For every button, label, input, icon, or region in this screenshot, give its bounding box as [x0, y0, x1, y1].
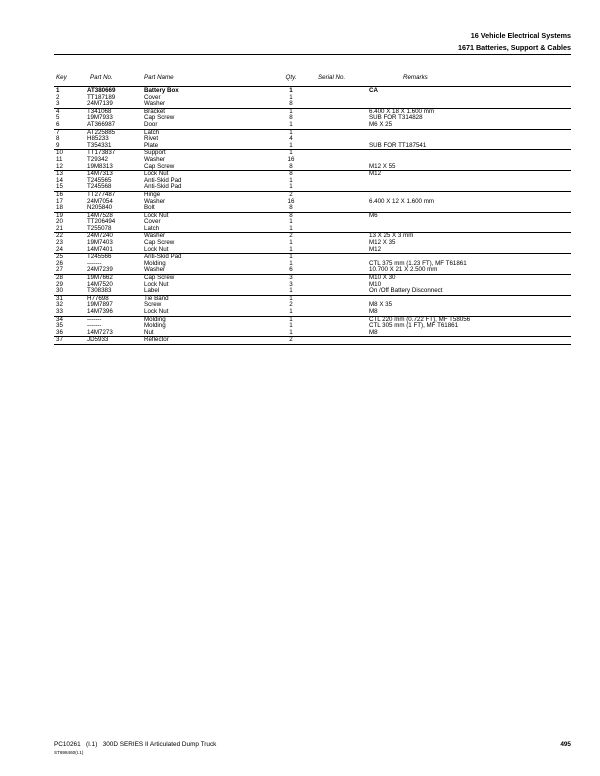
cell-remarks: M12 X 35	[369, 239, 396, 247]
cell-remarks: On /Off Battery Disconnect	[369, 287, 443, 295]
cell-key: 3	[56, 100, 60, 108]
cell-remarks: M8	[369, 308, 378, 315]
cell-qty: 1	[289, 218, 293, 226]
table-row-group	[54, 109, 571, 130]
column-header-key: Key	[56, 74, 67, 81]
cell-key: 32	[56, 301, 63, 309]
cell-part-name: Anti-Skid Pad	[144, 176, 182, 184]
cell-part-name: Molding	[144, 315, 166, 323]
cell-qty: 16	[287, 155, 295, 163]
table-row	[54, 317, 571, 324]
cell-qty: 1	[289, 149, 293, 157]
cell-part-no: 24M7139	[87, 100, 113, 108]
cell-part-no: 14M7313	[87, 170, 113, 178]
table-row	[54, 164, 571, 171]
cell-qty: 8	[289, 162, 293, 170]
cell-part-name: Bolt	[144, 204, 155, 212]
cell-part-no: TT187189	[87, 93, 116, 101]
cell-key: 36	[56, 328, 63, 336]
cell-remarks: SUB FOR TT187541	[369, 141, 427, 149]
cell-part-name: Cap Screw	[144, 162, 175, 170]
cell-remarks: 13 X 25 X 3 mm	[369, 232, 414, 240]
cell-key: 2	[56, 93, 60, 101]
cell-part-name: Hinge	[144, 190, 161, 198]
cell-qty: 3	[289, 280, 293, 288]
cell-part-name: Anti-Skid Pad	[144, 183, 182, 191]
cell-key: 19	[56, 211, 63, 219]
cell-key: 22	[56, 232, 63, 240]
table-row	[54, 219, 571, 226]
cell-key: 23	[56, 239, 63, 247]
cell-key: 8	[56, 135, 60, 143]
cell-key: 25	[56, 253, 63, 261]
cell-part-no: T255078	[87, 224, 112, 232]
cell-part-no: T245566	[87, 253, 112, 261]
cell-part-name: Cap Screw	[144, 114, 175, 122]
cell-part-no: -------	[87, 322, 102, 330]
cell-key: 18	[56, 204, 63, 212]
cell-part-no: 14M7401	[87, 245, 113, 253]
cell-remarks: M12	[369, 245, 382, 253]
cell-key: 34	[56, 315, 63, 323]
cell-part-name: Lock Nut	[144, 245, 169, 253]
table-row	[54, 302, 571, 309]
table-row	[54, 282, 571, 289]
table-row	[54, 226, 571, 233]
cell-part-no: H77698	[87, 294, 109, 302]
cell-part-name: Nut	[144, 328, 154, 336]
group-title: 1671 Batteries, Support & Cables	[457, 43, 571, 52]
cell-qty: 1	[289, 328, 293, 336]
cell-key: 28	[56, 274, 63, 282]
cell-part-no: AT225885	[87, 128, 116, 136]
cell-qty: 2	[289, 336, 293, 344]
cell-part-no: 24M7240	[87, 232, 113, 240]
cell-remarks: M10 X 30	[369, 274, 396, 282]
table-row-group	[54, 130, 571, 151]
cell-part-name: Plate	[144, 141, 159, 149]
cell-part-name: Cover	[144, 218, 161, 226]
footer-line	[54, 741, 216, 749]
cell-qty: 1	[289, 315, 293, 323]
cell-part-no: 14M7520	[87, 280, 113, 288]
cell-part-name: Lock Nut	[144, 308, 169, 315]
page-number: 495	[560, 741, 571, 748]
cell-part-no: 19M8313	[87, 162, 113, 170]
cell-key: 5	[56, 114, 60, 122]
cell-qty: 2	[289, 301, 293, 309]
cell-qty: 1	[289, 253, 293, 261]
table-row	[54, 178, 571, 185]
cell-part-no: TT173837	[87, 149, 116, 157]
table-row	[54, 130, 571, 137]
table-row-group	[54, 317, 571, 338]
table-row-group	[54, 213, 571, 234]
cell-part-no: -------	[87, 259, 102, 267]
table-row	[54, 337, 571, 344]
table-row	[54, 213, 571, 220]
cell-qty: 1	[289, 176, 293, 184]
cell-remarks: M6	[369, 211, 378, 219]
cell-part-name: Cap Screw	[144, 239, 175, 247]
cell-part-name: Tie Band	[144, 294, 169, 302]
cell-part-name: Washer	[144, 197, 166, 205]
cell-part-name: Reflector	[144, 336, 169, 344]
cell-qty: 3	[289, 274, 293, 282]
cell-key: 12	[56, 162, 63, 170]
cell-key: 16	[56, 190, 63, 198]
table-row-group	[54, 150, 571, 171]
cell-qty: 1	[289, 120, 293, 128]
cell-part-name: Screw	[144, 301, 162, 309]
cell-part-name: Latch	[144, 224, 160, 232]
cell-remarks: 6.400 X 12 X 1.600 mm	[369, 197, 435, 205]
cell-part-no: -------	[87, 315, 102, 323]
table-row-group	[54, 254, 571, 275]
cell-qty: 4	[289, 135, 293, 143]
table-row	[54, 143, 571, 150]
cell-qty: 1	[289, 287, 293, 295]
cell-key: 7	[56, 128, 60, 136]
cell-qty: 1	[289, 322, 293, 330]
table-row	[54, 88, 571, 95]
cell-qty: 6	[289, 266, 293, 274]
table-row	[54, 288, 571, 295]
cell-qty: 1	[289, 239, 293, 247]
cell-qty: 1	[289, 294, 293, 302]
cell-remarks: M8 X 35	[369, 301, 393, 309]
cell-qty: 2	[289, 232, 293, 240]
column-header-remarks: Remarks	[403, 74, 428, 81]
cell-qty: 1	[289, 87, 293, 94]
table-row-group	[54, 233, 571, 254]
cell-part-name: Washer	[144, 100, 166, 108]
cell-part-name: Molding	[144, 322, 166, 330]
cell-remarks: 10.700 X 21 X 2.500 mm	[369, 266, 438, 274]
cell-qty: 1	[289, 224, 293, 232]
cell-part-name: Washer	[144, 155, 166, 163]
cell-key: 27	[56, 266, 63, 274]
section-title: 16 Vehicle Electrical Systems	[470, 31, 571, 40]
table-row	[54, 184, 571, 191]
cell-key: 24	[56, 245, 63, 253]
cell-part-no: T245568	[87, 183, 112, 191]
cell-key: 31	[56, 294, 63, 302]
cell-qty: 8	[289, 170, 293, 178]
cell-part-no: 19M7662	[87, 274, 113, 282]
cell-qty: 8	[289, 211, 293, 219]
table-row	[54, 323, 571, 330]
table-row	[54, 205, 571, 212]
table-row	[54, 309, 571, 316]
table-row-group	[54, 88, 571, 109]
cell-remarks: CA	[369, 87, 378, 94]
cell-key: 17	[56, 197, 63, 205]
table-row	[54, 254, 571, 261]
cell-part-name: Lock Nut	[144, 280, 169, 288]
footer-reference: ST698460(I.1)	[54, 750, 84, 755]
cell-part-no: T308383	[87, 287, 112, 295]
table-row-group	[54, 192, 571, 213]
cell-key: 4	[56, 107, 60, 115]
cell-part-no: T354331	[87, 141, 112, 149]
column-header-part-name: Part Name	[144, 74, 174, 81]
cell-remarks: 6.400 X 18 X 1.600 mm	[369, 107, 435, 115]
footer-doc-id: PC10261	[54, 741, 81, 748]
cell-qty: 1	[289, 259, 293, 267]
cell-qty: 8	[289, 204, 293, 212]
parts-table	[54, 88, 571, 345]
cell-part-no: 19M7933	[87, 114, 113, 122]
cell-part-no: TT206494	[87, 218, 116, 226]
column-header-divider	[54, 86, 571, 87]
cell-part-name: Label	[144, 287, 160, 295]
cell-part-no: T29342	[87, 155, 108, 163]
cell-part-no: N205840	[87, 204, 113, 212]
table-row	[54, 95, 571, 102]
table-row	[54, 171, 571, 178]
cell-part-name: Lock Nut	[144, 211, 169, 219]
cell-key: 15	[56, 183, 63, 191]
column-header-serial-no: Serial No.	[318, 74, 346, 81]
table-row	[54, 247, 571, 254]
table-row-group	[54, 296, 571, 317]
cell-part-no: T341068	[87, 107, 112, 115]
cell-part-no: JD5933	[87, 336, 109, 344]
cell-key: 33	[56, 308, 63, 315]
cell-key: 21	[56, 224, 63, 232]
cell-remarks: CTL 375 mm (1.23 FT), MF T61861	[369, 259, 467, 267]
cell-key: 9	[56, 141, 60, 149]
cell-key: 1	[56, 87, 60, 94]
table-row-group	[54, 171, 571, 192]
cell-qty: 1	[289, 93, 293, 101]
cell-remarks: SUB FOR T314828	[369, 114, 423, 122]
footer-title: 300D SERIES II Articulated Dump Truck	[102, 741, 217, 748]
cell-remarks: CTL 220 mm (0.722 FT), MF T58056	[369, 315, 471, 323]
table-row	[54, 109, 571, 116]
cell-qty: 1	[289, 107, 293, 115]
table-row	[54, 199, 571, 206]
cell-part-name: Cover	[144, 93, 161, 101]
cell-part-no: 14M7528	[87, 211, 113, 219]
cell-part-name: Bracket	[144, 107, 165, 115]
table-row	[54, 136, 571, 143]
cell-key: 6	[56, 120, 60, 128]
table-row	[54, 275, 571, 282]
cell-part-name: Support	[144, 149, 166, 157]
cell-part-no: 19M7403	[87, 239, 113, 247]
table-row	[54, 122, 571, 129]
table-row	[54, 330, 571, 337]
cell-key: 13	[56, 170, 63, 178]
cell-part-no: 19M7897	[87, 301, 113, 309]
cell-part-name: Washer	[144, 232, 166, 240]
cell-key: 35	[56, 322, 63, 330]
cell-part-name: Battery Box	[144, 87, 179, 94]
table-row	[54, 157, 571, 164]
cell-part-no: H85233	[87, 135, 109, 143]
cell-qty: 2	[289, 190, 293, 198]
cell-part-no: TT277487	[87, 190, 116, 198]
table-row	[54, 233, 571, 240]
cell-part-name: Molding	[144, 259, 166, 267]
cell-part-no: 14M7273	[87, 328, 113, 336]
cell-key: 14	[56, 176, 63, 184]
cell-part-no: AT380669	[87, 87, 116, 94]
cell-qty: 16	[287, 197, 295, 205]
cell-part-name: Rivet	[144, 135, 159, 143]
table-row	[54, 296, 571, 303]
cell-qty: 1	[289, 245, 293, 253]
cell-key: 29	[56, 280, 63, 288]
table-row	[54, 115, 571, 122]
cell-part-name: Lock Nut	[144, 170, 169, 178]
cell-part-name: Washer	[144, 266, 166, 274]
cell-remarks: CTL 305 mm (1 FT), MF T61861	[369, 322, 459, 330]
cell-remarks: M12 X 55	[369, 162, 396, 170]
cell-qty: 8	[289, 100, 293, 108]
table-row	[54, 192, 571, 199]
cell-part-name: Cap Screw	[144, 274, 175, 282]
cell-remarks: M12	[369, 170, 382, 178]
cell-part-no: 24M7239	[87, 266, 113, 274]
cell-part-no: 14M7396	[87, 308, 113, 315]
table-row-group	[54, 275, 571, 296]
footer-revision: (I.1)	[85, 741, 98, 748]
cell-part-no: T245565	[87, 176, 112, 184]
cell-qty: 1	[289, 183, 293, 191]
header-divider	[54, 54, 571, 55]
cell-part-no: 24M7054	[87, 197, 113, 205]
cell-qty: 1	[289, 128, 293, 136]
cell-part-name: Anti-Skid Pad	[144, 253, 182, 261]
cell-remarks: M10	[369, 280, 382, 288]
cell-key: 10	[56, 149, 63, 157]
cell-remarks: M8	[369, 328, 378, 336]
cell-part-name: Door	[144, 120, 158, 128]
table-row-group	[54, 337, 571, 345]
cell-key: 26	[56, 259, 63, 267]
cell-key: 20	[56, 218, 63, 226]
table-row	[54, 267, 571, 274]
cell-key: 30	[56, 287, 63, 295]
cell-part-name: Latch	[144, 128, 160, 136]
cell-qty: 1	[289, 141, 293, 149]
table-row	[54, 150, 571, 157]
cell-part-no: AT366987	[87, 120, 116, 128]
table-row	[54, 261, 571, 268]
cell-key: 37	[56, 336, 63, 344]
cell-remarks: M6 X 25	[369, 120, 393, 128]
column-header-part-no: Part No.	[90, 74, 113, 81]
column-header-qty: Qty.	[285, 74, 297, 81]
cell-key: 11	[56, 155, 63, 163]
table-row	[54, 101, 571, 108]
cell-qty: 1	[289, 308, 293, 315]
table-row	[54, 240, 571, 247]
cell-qty: 8	[289, 114, 293, 122]
